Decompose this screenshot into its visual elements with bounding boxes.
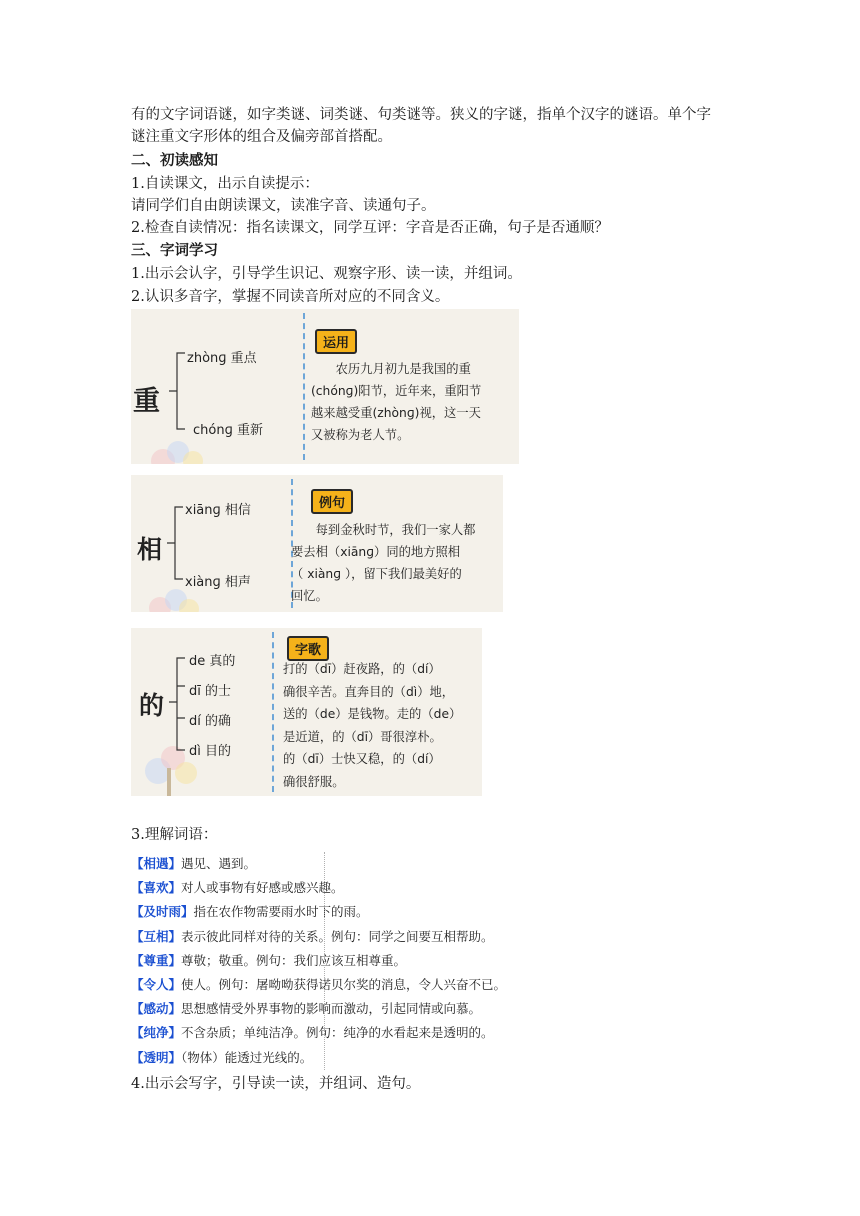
section3-item3: 3.理解词语： xyxy=(131,827,218,843)
section2-heading: 二、初读感知 xyxy=(131,152,218,169)
section3-heading: 三、字词学习 xyxy=(131,242,218,259)
intro-line-2: 谜注重文字形体的组合及偏旁部首搭配。 xyxy=(131,129,392,145)
vocab-item: 【纯净】不含杂质；单纯洁净。例句：纯净的水看起来是透明的。 xyxy=(131,1025,494,1041)
section3-item1: 1.出示会认字，引导学生识记、观察字形、读一读，并组词。 xyxy=(131,266,522,282)
pinyin-option: dí 的确 xyxy=(189,714,231,729)
polyphone-char: 重 xyxy=(133,386,160,417)
card-divider xyxy=(272,632,274,792)
section3-item2: 2.认识多音字，掌握不同读音所对应的不同含义。 xyxy=(131,289,450,305)
card-example xyxy=(311,358,481,446)
example-line: 确很辛苦。直奔目的（dì）地， xyxy=(283,684,455,699)
example-line: 又被称为老人节。 xyxy=(311,428,410,442)
brace-icon xyxy=(167,656,187,752)
section2-item2: 2.检查自读情况：指名读课文，同学互评：字音是否正确，句子是否通顺？ xyxy=(131,220,609,236)
polyphone-char: 相 xyxy=(137,535,163,564)
vocab-item: 【尊重】尊敬；敬重。例句：我们应该互相尊重。 xyxy=(131,952,407,968)
vocabulary-list xyxy=(131,852,526,1070)
polyphone-card-de xyxy=(131,628,482,796)
example-line: 送的（de）是钱物。走的（de） xyxy=(283,707,462,721)
example-line: 回忆。 xyxy=(291,589,328,603)
card-example xyxy=(291,519,475,607)
example-line: 的（dī）士快又稳，的（dí） xyxy=(283,752,441,766)
vocab-item: 【令人】使人。例句：屠呦呦获得诺贝尔奖的消息，令人兴奋不已。 xyxy=(131,976,507,992)
vocab-item: 【感动】思想感情受外界事物的影响而激动，引起同情或向慕。 xyxy=(131,1001,482,1017)
polyphone-card-zhong xyxy=(131,309,519,464)
example-line: 是近道，的（dī）哥很淳朴。 xyxy=(283,729,442,744)
vocab-divider xyxy=(324,852,325,1070)
polyphone-card-xiang xyxy=(131,475,503,612)
vocab-item: 【及时雨】指在农作物需要雨水时下的雨。 xyxy=(131,904,369,920)
section2-item1: 1.自读课文，出示自读提示： xyxy=(131,176,319,192)
vocab-item: 【透明】（物体）能透过光线的。 xyxy=(131,1049,313,1065)
tree-trunk xyxy=(167,768,171,796)
vocab-item: 【互相】表示彼此同样对待的关系。例句：同学之间要互相帮助。 xyxy=(131,928,494,944)
pinyin-option: de 真的 xyxy=(189,654,236,669)
example-line: 农历九月初九是我国的重 xyxy=(311,362,471,376)
pinyin-option: xiànɡ 相声 xyxy=(185,575,251,590)
vocab-item: 【相遇】遇见、遇到。 xyxy=(131,856,257,871)
pinyin-option: zhònɡ 重点 xyxy=(187,351,257,366)
card-tag: 字歌 xyxy=(287,636,329,661)
pinyin-option: chónɡ 重新 xyxy=(193,423,263,438)
example-line: 确很舒服。 xyxy=(283,774,345,789)
section2-item1-detail: 请同学们自由朗读课文，读准字音、读通句子。 xyxy=(131,198,436,214)
vocab-item: 【喜欢】对人或事物有好感或感兴趣。 xyxy=(131,880,344,896)
example-line: 要去相（xiānɡ）同的地方照相 xyxy=(291,545,461,559)
intro-paragraph xyxy=(131,104,731,148)
card-tag: 例句 xyxy=(311,489,353,514)
card-divider xyxy=(303,313,305,460)
polyphone-char: 的 xyxy=(139,691,165,720)
intro-line-1: 有的文字词语谜，如字类谜、词类谜、句类谜等。狭义的字谜，指单个汉字的谜语。单个字 xyxy=(131,107,711,123)
example-line: （ xiànɡ ），留下我们最美好的 xyxy=(291,567,462,581)
pinyin-option: dī 的士 xyxy=(189,684,231,699)
section3-item4: 4.出示会写字，引导读一读，并组词、造句。 xyxy=(131,1076,421,1092)
example-line: 越来越受重(zhònɡ)视，这一天 xyxy=(311,406,481,420)
brace-icon xyxy=(167,351,187,431)
pinyin-option: dì 目的 xyxy=(189,744,231,759)
brace-icon xyxy=(165,505,185,581)
example-line: 每到金秋时节，我们一家人都 xyxy=(291,523,476,537)
card-example xyxy=(283,658,461,793)
pinyin-option: xiānɡ 相信 xyxy=(185,503,251,518)
example-line: 打的（dī）赶夜路，的（dí） xyxy=(283,662,441,676)
example-line: (chónɡ)阳节，近年来，重阳节 xyxy=(311,384,482,398)
card-tag: 运用 xyxy=(315,329,357,354)
